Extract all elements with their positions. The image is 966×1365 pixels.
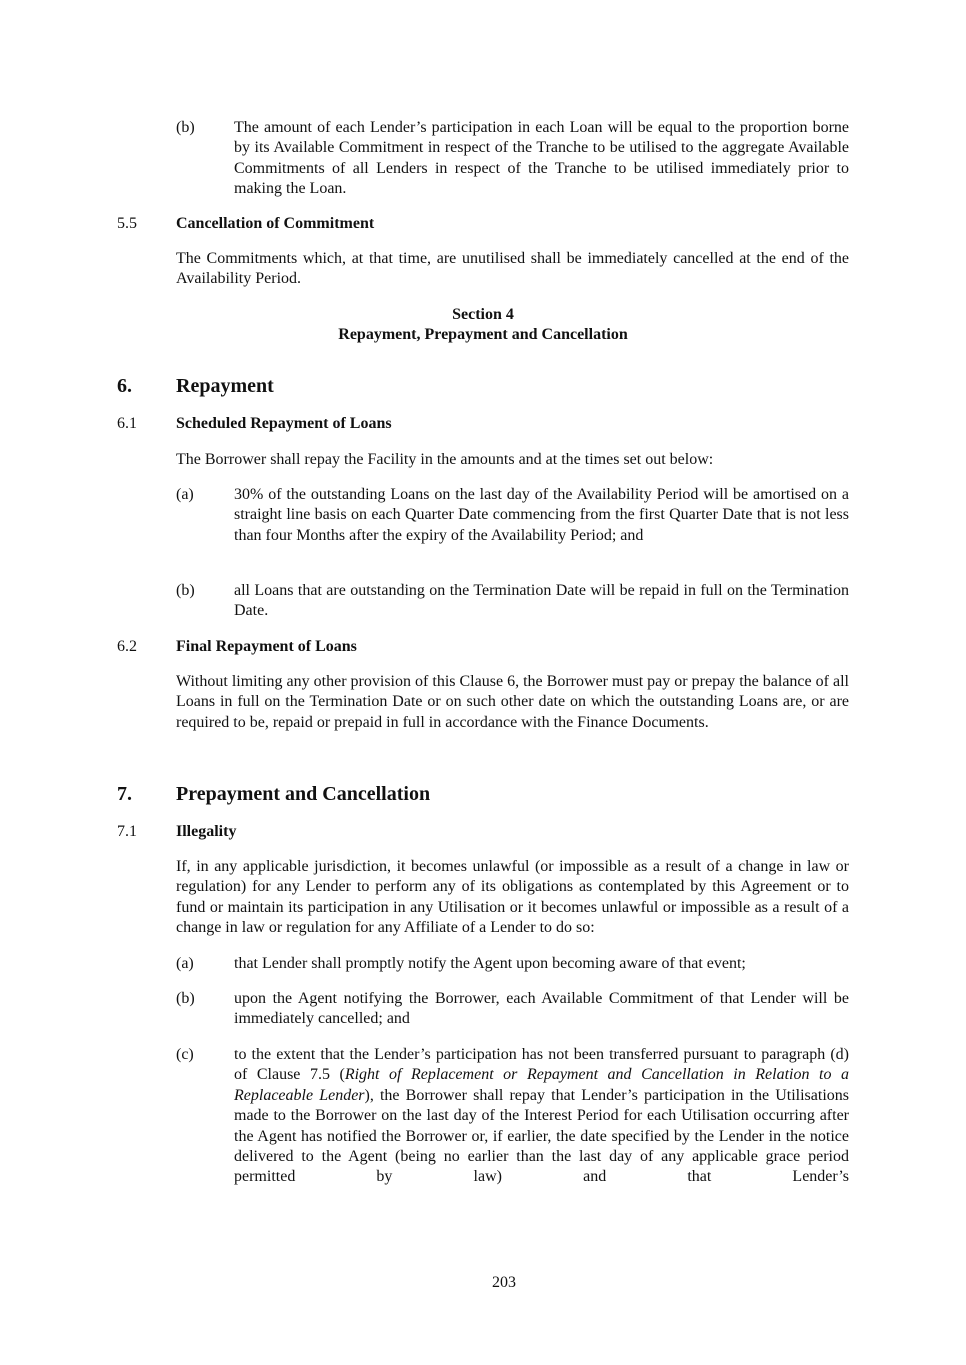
list-item-label: (a) — [176, 486, 194, 503]
section-number: Section 4 — [452, 306, 514, 323]
clause-number: 6. — [117, 375, 132, 397]
list-item-label: (b) — [176, 990, 195, 1007]
list-item-text — [234, 1045, 849, 1188]
clause-heading: Final Repayment of Loans — [176, 638, 357, 655]
list-item-label: (b) — [176, 582, 195, 599]
clause-heading: Illegality — [176, 823, 237, 840]
clause-number: 7.1 — [117, 823, 137, 840]
clause-paragraph: Without limiting any other provision of this Clause 6, the Borrower must pay or prepay the balance of all Loans in full on the Termination Date or on such other date on which the outstanding Loans are, or are required to be, repaid or prepaid in full in accordance with the Finance Documents. — [176, 673, 849, 731]
clause-heading: Scheduled Repayment of Loans — [176, 415, 392, 432]
clause-number: 6.2 — [117, 638, 137, 655]
clause-heading: Cancellation of Commitment — [176, 215, 375, 232]
list-item-label: (a) — [176, 955, 194, 972]
clause-title: Prepayment and Cancellation — [176, 783, 431, 805]
clause-number: 7. — [117, 783, 132, 805]
list-item-text: that Lender shall promptly notify the Agent upon becoming aware of that event; — [234, 955, 746, 972]
list-item-text: 30% of the outstanding Loans on the last day of the Availability Period will be amortised on a straight line basis on each Quarter Date commencing from the first Quarter Date that is not less than four Months after the expiry of the Availability Period; and — [234, 486, 849, 544]
clause-title: Repayment — [176, 375, 274, 397]
list-item-label: (b) — [176, 119, 195, 136]
list-item-text: upon the Agent notifying the Borrower, each Available Commitment of that Lender will be immediately cancelled; and — [234, 990, 849, 1028]
item-text-italic-reference: Right of Replacement or Repayment and Cancellation in Relation to a Replaceable Lender — [234, 1066, 850, 1104]
clause-paragraph: The Borrower shall repay the Facility in the amounts and at the times set out below: — [176, 451, 714, 468]
item-text-before: to the extent that the Lender’s participation has not been transferred pursuant to paragraph (d) of Clause 7.5 ( — [234, 1046, 849, 1084]
clause-paragraph: If, in any applicable jurisdiction, it becomes unlawful (or impossible as a result of a change in law or regulation) for any Lender to perform any of its obligations as contemplated by this Agreement or to fund or maintain its participation in any Utilisation or it becomes unlawful or impossible as a result of a change in law or regulation for any Affiliate of a Lender to do so: — [176, 858, 849, 937]
section-title: Repayment, Prepayment and Cancellation — [338, 326, 628, 343]
item-text-after: ), the Borrower shall repay that Lender’s participation in the Utilisations made to the Borrower on the last day of the Interest Period for each Utilisation occurring after the Agent has notified the Borrower or, if earlier, the date specified by the Lender in the notice delivered to the Agent (being no earlier than the last day of any applicable grace period permitted by law) and that Lender’s — [234, 1086, 849, 1186]
clause-number: 5.5 — [117, 215, 137, 232]
list-item-label: (c) — [176, 1046, 194, 1063]
list-item-text: The amount of each Lender’s participation in each Loan will be equal to the proportion borne by its Available Commitment in respect of the Tranche to be utilised to the aggregate Available Commitments of all Lenders in respect of the Tranche to be utilised immediately prior to making the Loan. — [234, 119, 849, 198]
clause-number: 6.1 — [117, 415, 137, 432]
clause-paragraph: The Commitments which, at that time, are unutilised shall be immediately cancelled at the end of the Availability Period. — [176, 250, 849, 288]
page-number: 203 — [492, 1274, 516, 1291]
list-item-text: all Loans that are outstanding on the Termination Date will be repaid in full on the Termination Date. — [234, 582, 849, 620]
